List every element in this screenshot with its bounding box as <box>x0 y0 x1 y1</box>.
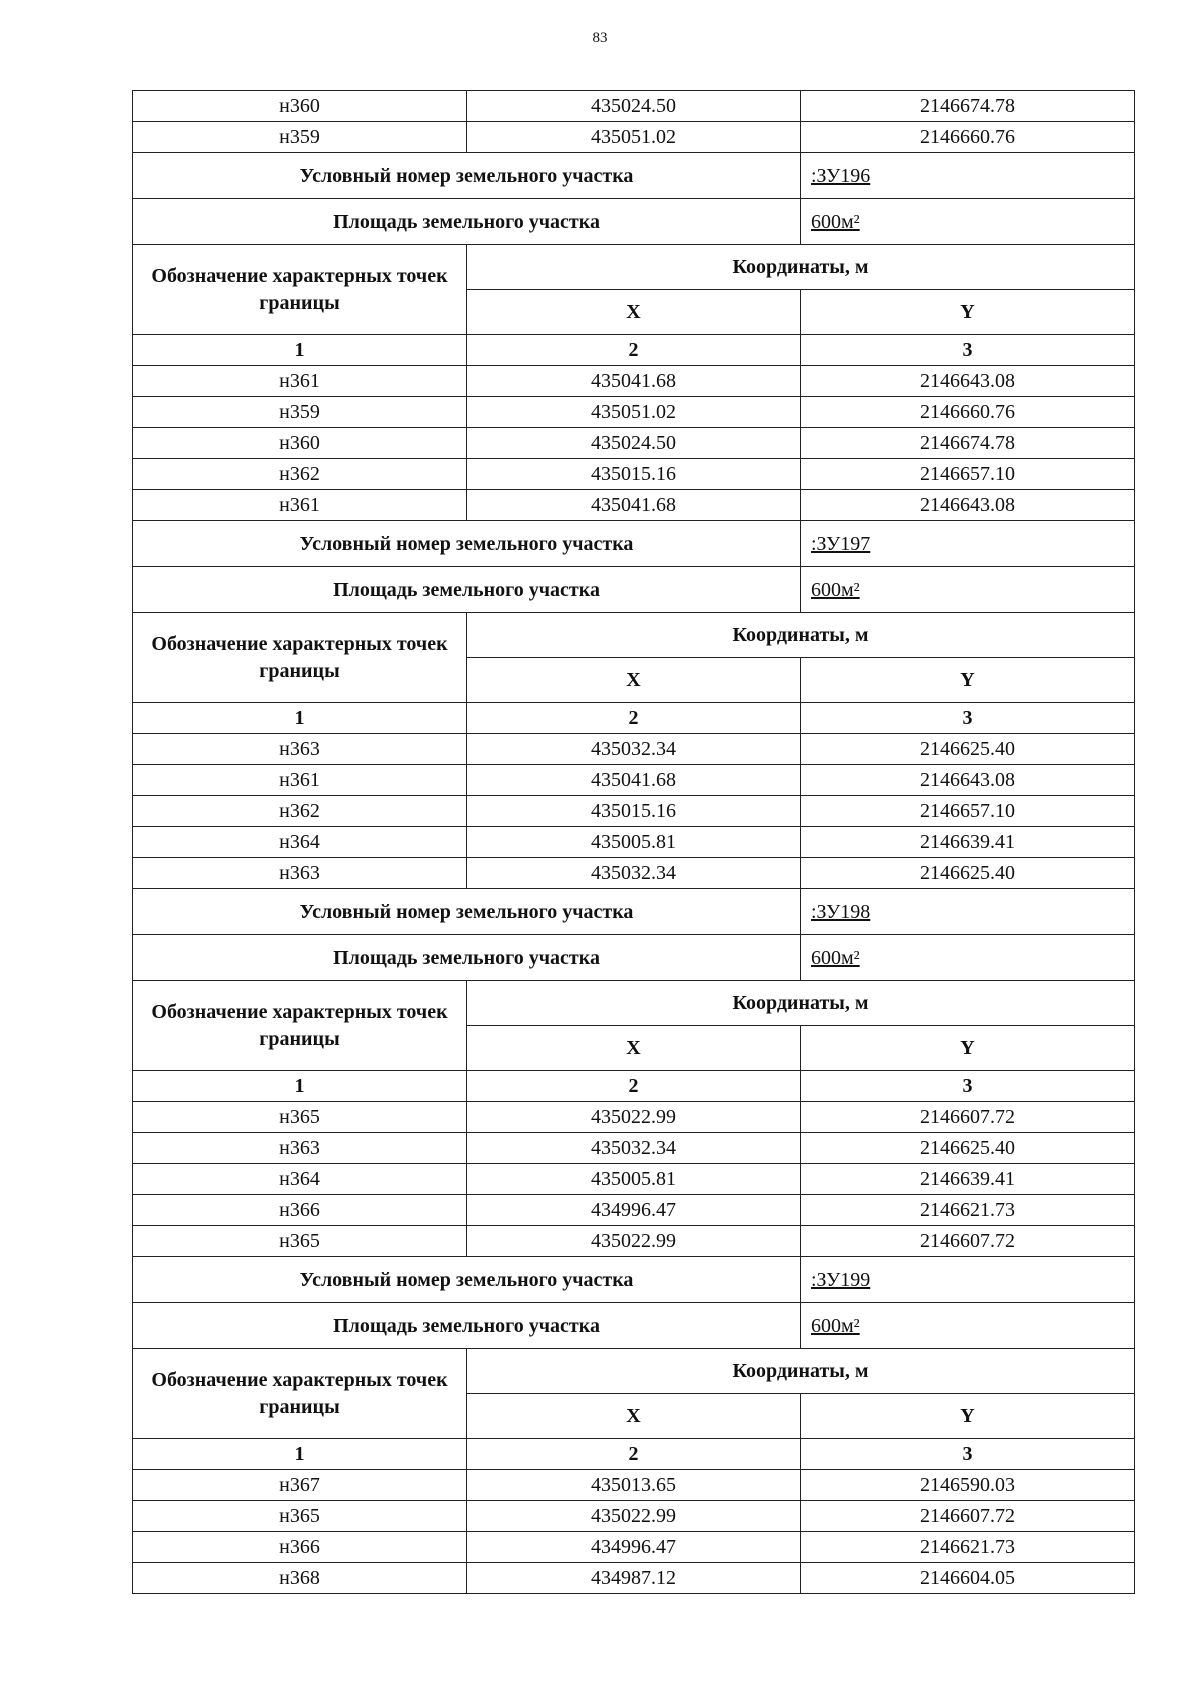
y-cell: 2146625.40 <box>801 1133 1135 1164</box>
point-cell: н364 <box>133 1164 467 1195</box>
point-cell: н361 <box>133 765 467 796</box>
coordinates-header: Координаты, м <box>467 1349 1135 1394</box>
plot-number-row <box>133 153 1135 199</box>
point-cell: н363 <box>133 1133 467 1164</box>
table-row <box>133 827 1135 858</box>
table-row <box>133 796 1135 827</box>
coordinates-table <box>132 90 1135 1594</box>
plot-area-value <box>801 935 1135 981</box>
point-cell: н363 <box>133 734 467 765</box>
plot-area: 600м² <box>811 578 860 601</box>
point-cell: н359 <box>133 397 467 428</box>
coordinates-header: Координаты, м <box>467 981 1135 1026</box>
table-row <box>133 1563 1135 1594</box>
point-cell: н365 <box>133 1226 467 1257</box>
plot-number: :ЗУ198 <box>811 900 871 923</box>
header-row <box>133 245 1135 290</box>
table-row <box>133 765 1135 796</box>
plot-area: 600м² <box>811 946 860 969</box>
plot-area-label: Площадь земельного участка <box>133 567 801 613</box>
y-cell: 2146643.08 <box>801 366 1135 397</box>
x-cell: 435022.99 <box>467 1501 801 1532</box>
y-header: Y <box>801 1026 1135 1071</box>
x-cell: 435024.50 <box>467 91 801 122</box>
y-cell: 2146660.76 <box>801 397 1135 428</box>
column-number-2: 2 <box>467 1439 801 1470</box>
plot-number-value <box>801 521 1135 567</box>
x-cell: 435041.68 <box>467 366 801 397</box>
column-number-row <box>133 1439 1135 1470</box>
point-cell: н364 <box>133 827 467 858</box>
x-cell: 435032.34 <box>467 734 801 765</box>
column-number-row <box>133 1071 1135 1102</box>
x-cell: 435051.02 <box>467 397 801 428</box>
y-header: Y <box>801 1394 1135 1439</box>
plot-number: :ЗУ199 <box>811 1268 871 1291</box>
table-row <box>133 1226 1135 1257</box>
plot-number-label: Условный номер земельного участка <box>133 153 801 199</box>
plot-number-value <box>801 153 1135 199</box>
x-cell: 435032.34 <box>467 1133 801 1164</box>
table-row <box>133 490 1135 521</box>
column-number-3: 3 <box>801 1071 1135 1102</box>
point-cell: н359 <box>133 122 467 153</box>
header-row <box>133 1349 1135 1394</box>
column-number-row <box>133 703 1135 734</box>
column-number-1: 1 <box>133 335 467 366</box>
header-row <box>133 981 1135 1026</box>
point-designation-header: Обозначение характерных точек границы <box>133 613 467 703</box>
column-number-1: 1 <box>133 703 467 734</box>
plot-area-row <box>133 567 1135 613</box>
y-cell: 2146607.72 <box>801 1501 1135 1532</box>
plot-area-value <box>801 199 1135 245</box>
plot-number-label: Условный номер земельного участка <box>133 1257 801 1303</box>
point-designation-header: Обозначение характерных точек границы <box>133 981 467 1071</box>
table-row <box>133 428 1135 459</box>
plot-number-value <box>801 1257 1135 1303</box>
x-cell: 435041.68 <box>467 490 801 521</box>
table-row <box>133 459 1135 490</box>
point-cell: н362 <box>133 796 467 827</box>
column-number-2: 2 <box>467 703 801 734</box>
point-designation-header: Обозначение характерных точек границы <box>133 245 467 335</box>
point-cell: н360 <box>133 91 467 122</box>
y-header: Y <box>801 658 1135 703</box>
y-cell: 2146639.41 <box>801 1164 1135 1195</box>
column-number-3: 3 <box>801 703 1135 734</box>
table-row <box>133 858 1135 889</box>
table-row <box>133 397 1135 428</box>
y-cell: 2146643.08 <box>801 765 1135 796</box>
plot-number-value <box>801 889 1135 935</box>
column-number-1: 1 <box>133 1439 467 1470</box>
x-cell: 435041.68 <box>467 765 801 796</box>
y-cell: 2146660.76 <box>801 122 1135 153</box>
x-cell: 435022.99 <box>467 1226 801 1257</box>
point-cell: н368 <box>133 1563 467 1594</box>
table-row <box>133 1195 1135 1226</box>
y-cell: 2146621.73 <box>801 1532 1135 1563</box>
plot-area-value <box>801 567 1135 613</box>
point-cell: н361 <box>133 366 467 397</box>
plot-area: 600м² <box>811 210 860 233</box>
point-cell: н365 <box>133 1501 467 1532</box>
plot-number-label: Условный номер земельного участка <box>133 521 801 567</box>
column-number-2: 2 <box>467 1071 801 1102</box>
x-cell: 435051.02 <box>467 122 801 153</box>
x-cell: 435024.50 <box>467 428 801 459</box>
y-cell: 2146639.41 <box>801 827 1135 858</box>
column-number-2: 2 <box>467 335 801 366</box>
table-row <box>133 734 1135 765</box>
y-cell: 2146643.08 <box>801 490 1135 521</box>
y-cell: 2146607.72 <box>801 1226 1135 1257</box>
table-row <box>133 122 1135 153</box>
table-row <box>133 1501 1135 1532</box>
point-cell: н366 <box>133 1532 467 1563</box>
point-cell: н366 <box>133 1195 467 1226</box>
table-row <box>133 1164 1135 1195</box>
plot-number: :ЗУ197 <box>811 532 871 555</box>
page-number: 83 <box>592 30 608 46</box>
column-number-3: 3 <box>801 335 1135 366</box>
y-cell: 2146607.72 <box>801 1102 1135 1133</box>
x-header: X <box>467 658 801 703</box>
x-cell: 435015.16 <box>467 796 801 827</box>
x-header: X <box>467 1026 801 1071</box>
table-row <box>133 1102 1135 1133</box>
plot-area: 600м² <box>811 1314 860 1337</box>
plot-area-label: Площадь земельного участка <box>133 199 801 245</box>
x-cell: 435005.81 <box>467 1164 801 1195</box>
y-cell: 2146590.03 <box>801 1470 1135 1501</box>
point-designation-header: Обозначение характерных точек границы <box>133 1349 467 1439</box>
x-cell: 434996.47 <box>467 1532 801 1563</box>
y-cell: 2146657.10 <box>801 459 1135 490</box>
x-header: X <box>467 1394 801 1439</box>
y-cell: 2146621.73 <box>801 1195 1135 1226</box>
plot-number-row <box>133 1257 1135 1303</box>
table-row <box>133 1133 1135 1164</box>
plot-number-label: Условный номер земельного участка <box>133 889 801 935</box>
point-cell: н363 <box>133 858 467 889</box>
point-cell: н367 <box>133 1470 467 1501</box>
y-cell: 2146625.40 <box>801 858 1135 889</box>
y-header: Y <box>801 290 1135 335</box>
plot-number-row <box>133 889 1135 935</box>
point-cell: н365 <box>133 1102 467 1133</box>
table-row <box>133 1532 1135 1563</box>
table-row <box>133 91 1135 122</box>
y-cell: 2146604.05 <box>801 1563 1135 1594</box>
y-cell: 2146657.10 <box>801 796 1135 827</box>
y-cell: 2146674.78 <box>801 91 1135 122</box>
x-cell: 435015.16 <box>467 459 801 490</box>
x-cell: 434987.12 <box>467 1563 801 1594</box>
table-row <box>133 366 1135 397</box>
x-cell: 435013.65 <box>467 1470 801 1501</box>
y-cell: 2146674.78 <box>801 428 1135 459</box>
column-number-3: 3 <box>801 1439 1135 1470</box>
plot-area-row <box>133 935 1135 981</box>
x-cell: 434996.47 <box>467 1195 801 1226</box>
y-cell: 2146625.40 <box>801 734 1135 765</box>
point-cell: н361 <box>133 490 467 521</box>
header-row <box>133 613 1135 658</box>
column-number-1: 1 <box>133 1071 467 1102</box>
plot-area-value <box>801 1303 1135 1349</box>
x-cell: 435005.81 <box>467 827 801 858</box>
plot-area-row <box>133 199 1135 245</box>
plot-area-row <box>133 1303 1135 1349</box>
table-row <box>133 1470 1135 1501</box>
plot-number: :ЗУ196 <box>811 164 871 187</box>
plot-number-row <box>133 521 1135 567</box>
x-cell: 435032.34 <box>467 858 801 889</box>
plot-area-label: Площадь земельного участка <box>133 935 801 981</box>
plot-area-label: Площадь земельного участка <box>133 1303 801 1349</box>
coordinates-header: Координаты, м <box>467 613 1135 658</box>
point-cell: н362 <box>133 459 467 490</box>
point-cell: н360 <box>133 428 467 459</box>
x-cell: 435022.99 <box>467 1102 801 1133</box>
x-header: X <box>467 290 801 335</box>
coordinates-header: Координаты, м <box>467 245 1135 290</box>
column-number-row <box>133 335 1135 366</box>
